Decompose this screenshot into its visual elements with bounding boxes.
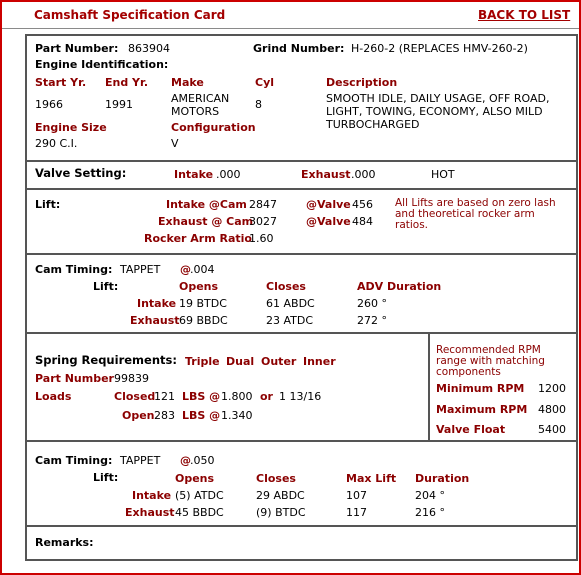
valve-exhaust-value: .000	[351, 168, 376, 181]
section-divider	[27, 525, 576, 527]
valve-float-label: Valve Float	[436, 423, 506, 436]
configuration-label: Configuration	[171, 121, 256, 134]
min-rpm-label: Minimum RPM	[436, 382, 525, 395]
timing-004-intake-label: Intake	[137, 297, 177, 310]
open-lbs-at-label: LBS @	[182, 409, 221, 422]
cam-timing-004-lift-label: Lift:	[93, 280, 119, 293]
end-yr-label: End Yr.	[105, 76, 149, 89]
cyl-value: 8	[255, 98, 262, 111]
exhaust-valve-label: @Valve	[306, 215, 351, 228]
lift-label: Lift:	[35, 198, 61, 211]
grind-number-label: Grind Number:	[253, 42, 345, 55]
timing-050-intake-maxlift: 107	[346, 489, 367, 502]
cam-timing-004-label: Cam Timing:	[35, 263, 113, 276]
cam-timing-050-label: Cam Timing:	[35, 454, 113, 467]
valve-exhaust-label: Exhaust	[301, 168, 351, 181]
back-to-list-link[interactable]: BACK TO LIST	[478, 8, 571, 22]
closes-050-header: Closes	[256, 472, 296, 485]
cam-timing-050-at: @	[180, 454, 191, 467]
cam-timing-050-lift-label: Lift:	[93, 471, 119, 484]
open-label: Open	[122, 409, 155, 422]
part-number-value: 863904	[128, 42, 170, 55]
timing-050-exhaust-opens: 45 BBDC	[175, 506, 224, 519]
closed-lbs-at-label: LBS @	[182, 390, 221, 403]
timing-004-exhaust-label: Exhaust	[130, 314, 180, 327]
timing-050-intake-label: Intake	[132, 489, 172, 502]
section-divider	[27, 440, 576, 442]
cam-timing-050-at-value: .050	[190, 454, 215, 467]
spring-part-number-label: Part Number	[35, 372, 114, 385]
cam-timing-004-at: @	[180, 263, 191, 276]
opens-header: Opens	[179, 280, 219, 293]
closed-lbs-value: 121	[154, 390, 175, 403]
timing-004-exhaust-closes: 23 ATDC	[266, 314, 314, 327]
valve-condition-value: HOT	[431, 168, 455, 181]
timing-004-intake-closes: 61 ABDC	[266, 297, 315, 310]
section-divider	[27, 332, 576, 334]
description-value: SMOOTH IDLE, DAILY USAGE, OFF ROAD, LIGHT, TOWING, ECONOMY, ALSO MILD TURBOCHARGED	[326, 92, 550, 131]
start-yr-label: Start Yr.	[35, 76, 87, 89]
intake-valve-value: 456	[352, 198, 373, 211]
intake-cam-label: Intake @Cam	[166, 198, 247, 211]
make-value: AMERICAN MOTORS	[171, 92, 230, 118]
part-number-label: Part Number:	[35, 42, 119, 55]
max-rpm-label: Maximum RPM	[436, 403, 528, 416]
intake-valve-label: @Valve	[306, 198, 351, 211]
cam-timing-050-type: TAPPET	[120, 454, 161, 467]
valve-intake-label: Intake	[174, 168, 214, 181]
spring-dual: Dual	[226, 355, 255, 368]
max-lift-header: Max Lift	[346, 472, 397, 485]
timing-050-exhaust-closes: (9) BTDC	[256, 506, 306, 519]
spring-triple: Triple	[185, 355, 220, 368]
timing-004-intake-opens: 19 BTDC	[179, 297, 227, 310]
timing-050-intake-duration: 204 °	[415, 489, 445, 502]
rpm-note: Recommended RPM range with matching components	[436, 344, 545, 378]
engine-size-value: 290 C.I.	[35, 137, 78, 150]
open-lbs-value: 283	[154, 409, 175, 422]
spring-inner: Inner	[303, 355, 336, 368]
spring-outer: Outer	[261, 355, 297, 368]
intake-cam-value: 2847	[249, 198, 277, 211]
start-yr-value: 1966	[35, 98, 63, 111]
spring-part-number-value: 99839	[114, 372, 149, 385]
title-bar	[2, 2, 579, 29]
rocker-ratio-value: 1.60	[249, 232, 274, 245]
engine-size-label: Engine Size	[35, 121, 107, 134]
adv-duration-header: ADV Duration	[357, 280, 442, 293]
min-rpm-value: 1200	[538, 382, 566, 395]
valve-setting-label: Valve Setting:	[35, 166, 127, 180]
cyl-label: Cyl	[255, 76, 275, 89]
lift-note: All Lifts are based on zero lash and theoretical rocker arm ratios.	[395, 197, 556, 231]
timing-004-intake-duration: 260 °	[357, 297, 387, 310]
grind-number-value: H-260-2 (REPLACES HMV-260-2)	[351, 42, 528, 55]
closed-height-value: 1.800	[221, 390, 253, 403]
timing-050-exhaust-duration: 216 °	[415, 506, 445, 519]
section-divider	[27, 253, 576, 255]
loads-label: Loads	[35, 390, 72, 403]
timing-050-intake-opens: (5) ATDC	[175, 489, 224, 502]
opens-050-header: Opens	[175, 472, 215, 485]
rpm-divider	[428, 332, 430, 440]
timing-050-intake-closes: 29 ABDC	[256, 489, 305, 502]
spring-requirements-label: Spring Requirements:	[35, 353, 177, 367]
spec-panel	[25, 34, 578, 561]
configuration-value: V	[171, 137, 179, 150]
max-rpm-value: 4800	[538, 403, 566, 416]
cam-timing-004-at-value: .004	[190, 263, 215, 276]
closed-height-alt-value: 1 13/16	[279, 390, 322, 403]
timing-050-exhaust-maxlift: 117	[346, 506, 367, 519]
open-height-value: 1.340	[221, 409, 253, 422]
timing-004-exhaust-duration: 272 °	[357, 314, 387, 327]
or-label: or	[260, 390, 273, 403]
section-divider	[27, 160, 576, 162]
exhaust-cam-value: 3027	[249, 215, 277, 228]
timing-050-exhaust-label: Exhaust	[125, 506, 175, 519]
cam-timing-004-type: TAPPET	[120, 263, 161, 276]
valve-intake-value: .000	[216, 168, 241, 181]
duration-050-header: Duration	[415, 472, 470, 485]
card-title: Camshaft Specification Card	[34, 8, 226, 22]
remarks-label: Remarks:	[35, 536, 94, 549]
make-label: Make	[171, 76, 204, 89]
exhaust-cam-label: Exhaust @ Cam	[158, 215, 254, 228]
valve-float-value: 5400	[538, 423, 566, 436]
closes-header: Closes	[266, 280, 306, 293]
description-label: Description	[326, 76, 398, 89]
rocker-ratio-label: Rocker Arm Ratio	[144, 232, 252, 245]
engine-id-label: Engine Identification:	[35, 58, 169, 71]
exhaust-valve-value: 484	[352, 215, 373, 228]
end-yr-value: 1991	[105, 98, 133, 111]
timing-004-exhaust-opens: 69 BBDC	[179, 314, 228, 327]
closed-label: Closed	[114, 390, 156, 403]
section-divider	[27, 188, 576, 190]
